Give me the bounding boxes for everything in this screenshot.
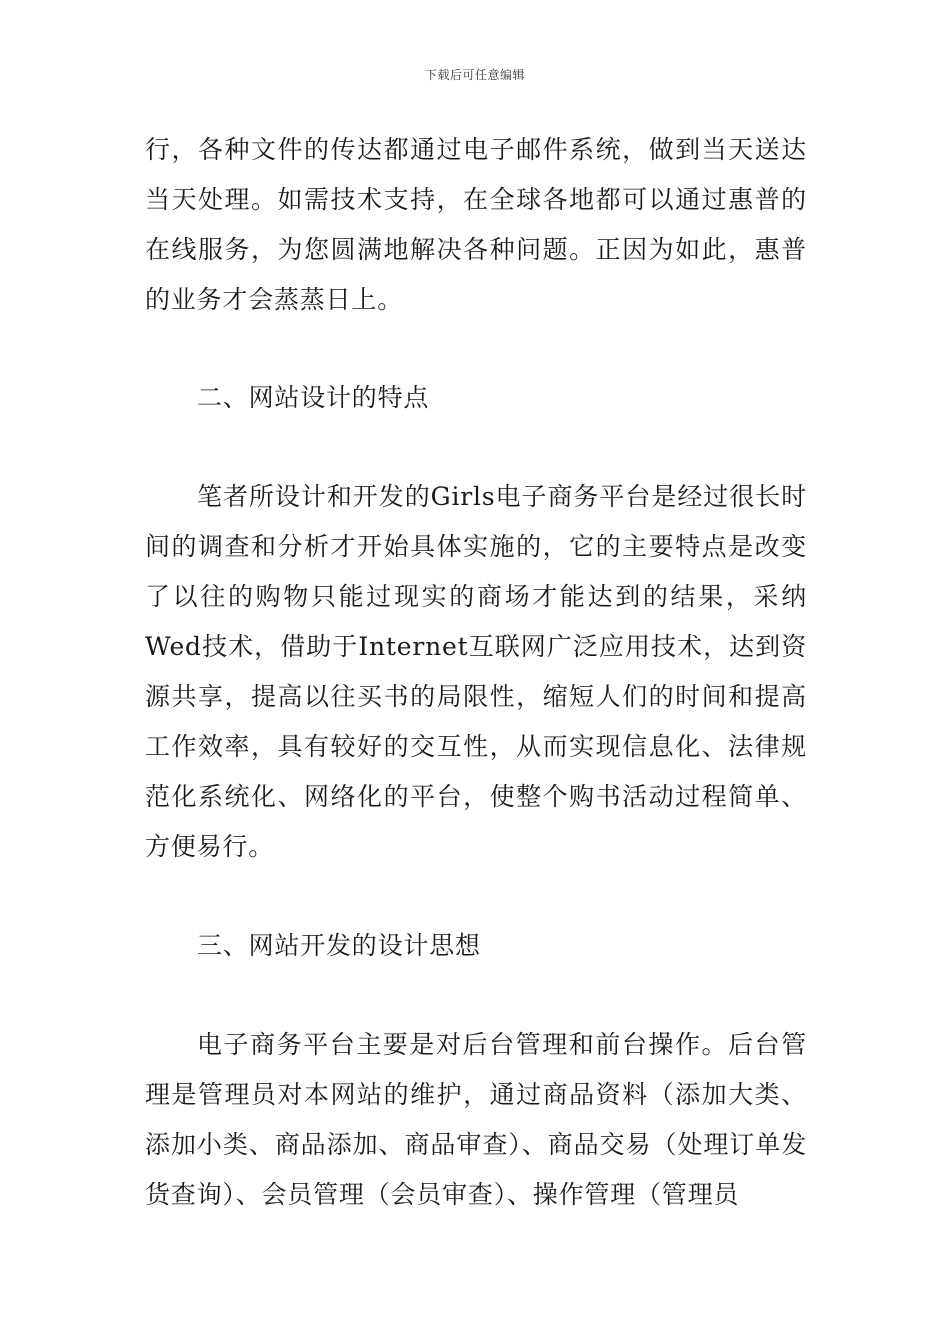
paragraph-2-block xyxy=(145,472,807,872)
paragraph-3-block xyxy=(145,1020,807,1220)
header-note: 下载后可任意编辑 xyxy=(424,68,525,82)
section-heading-2: 二、网站设计的特点 xyxy=(197,383,430,412)
paragraph-1: 行，各种文件的传达都通过电子邮件系统，做到当天送达当天处理。如需技术支持，在全球各地都可以通过惠普的在线服务，为您圆满地解决各种问题。正因为如此，惠普的业务才会蒸蒸日上。 xyxy=(145,135,807,314)
paragraph-2: 笔者所设计和开发的Girls电子商务平台是经过很长时间的调查和分析才开始具体实施的，它的主要特点是改变了以往的购物只能过现实的商场才能达到的结果，采纳Wed技术，借助于Internet互联网广泛应用技术，达到资源共享，提高以往买书的局限性，缩短人们的时间和提高工作效率，具有较好的交互性，从而实现信息化、法律规范化系统化、网络化的平台，使整个购书活动过程简单、方便易行。 xyxy=(145,482,807,861)
section-heading-3: 三、网站开发的设计思想 xyxy=(197,931,481,960)
paragraph-3: 电子商务平台主要是对后台管理和前台操作。后台管理是管理员对本网站的维护，通过商品资料（添加大类、添加小类、商品添加、商品审查）、商品交易（处理订单发货查询）、会员管理（会员审查）、操作管理（管理员 xyxy=(145,1030,807,1209)
paragraph-1-block xyxy=(145,125,807,325)
